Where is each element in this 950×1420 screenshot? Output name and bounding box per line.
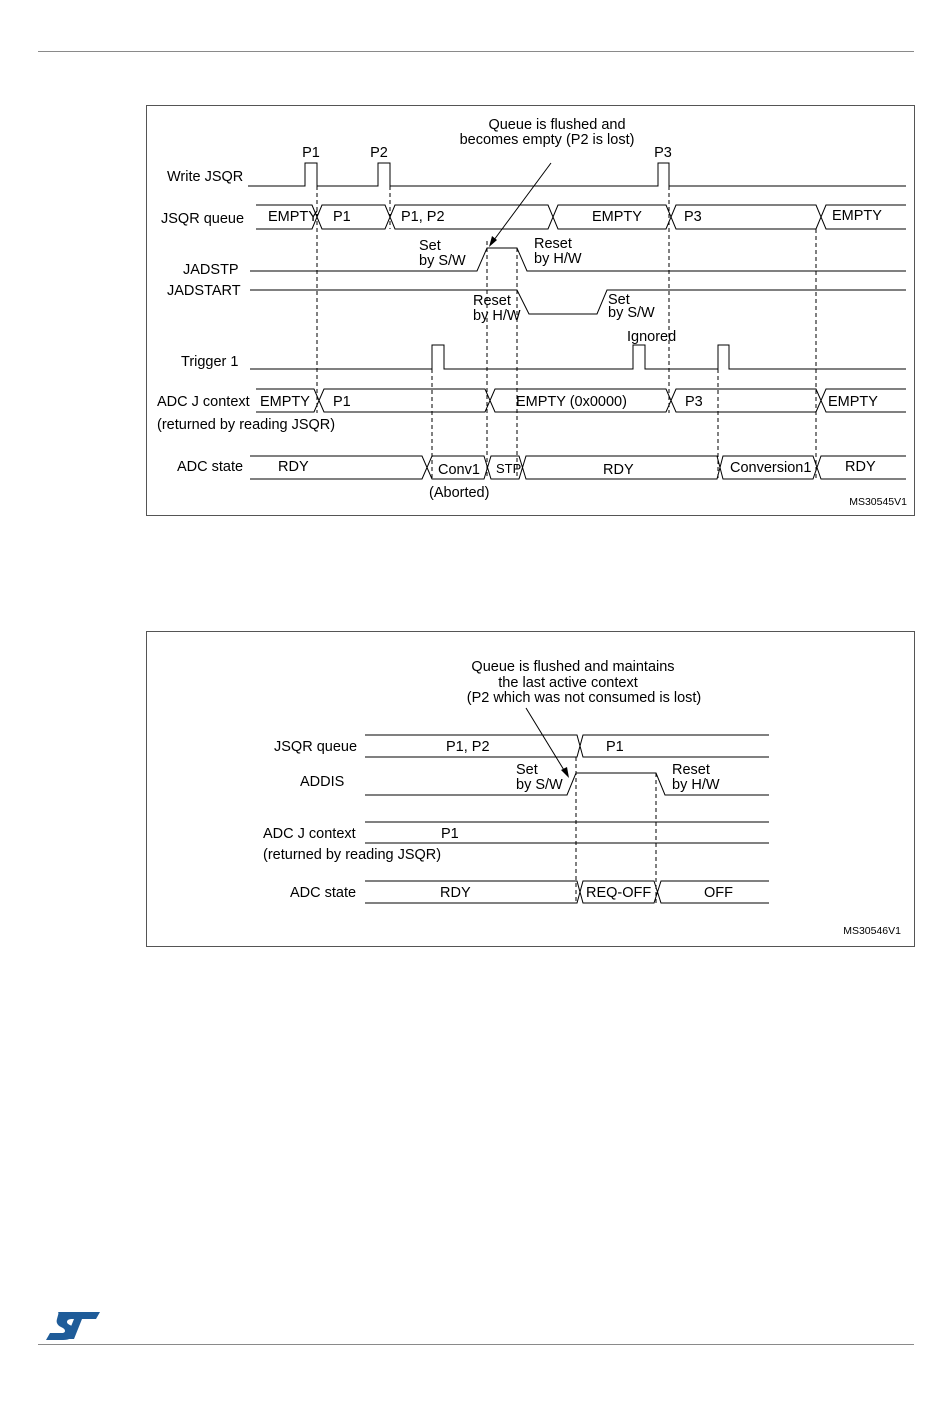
- jadstp-reset-note: Reset: [534, 236, 572, 252]
- adc-state-value: RDY: [440, 885, 471, 901]
- adc-state-value: Conv1: [438, 462, 480, 478]
- context-state: P3: [685, 394, 703, 410]
- callout-line-3: (P2 which was not consumed is lost): [466, 690, 702, 706]
- pulse-label-p2: P2: [370, 145, 388, 161]
- adc-state-value: STP: [496, 461, 522, 476]
- signal-label-trigger1: Trigger 1: [181, 354, 239, 370]
- callout-line-2: becomes empty (P2 is lost): [459, 132, 635, 148]
- trigger-ignored-note: Ignored: [627, 329, 677, 345]
- queue-state: P3: [684, 209, 702, 225]
- pulse-label-p1: P1: [302, 145, 320, 161]
- adc-state-value: OFF: [704, 885, 733, 901]
- callout-line-2: the last active context: [498, 675, 638, 691]
- aborted-note: (Aborted): [429, 485, 490, 501]
- pulse-label-p3: P3: [654, 145, 672, 161]
- context-state: EMPTY (0x0000): [516, 394, 627, 410]
- trigger1-waveform: [250, 345, 906, 369]
- jadstp-reset-note: by H/W: [534, 251, 582, 267]
- signal-label-addis: ADDIS: [300, 774, 345, 790]
- adc-state-value: RDY: [845, 459, 876, 475]
- timing-diagram-2: [146, 631, 915, 947]
- write-jsqr-waveform: [248, 163, 906, 186]
- callout-line-1: Queue is flushed and maintains: [471, 659, 675, 675]
- adc-j-context-bus: [365, 822, 769, 843]
- queue-state: EMPTY: [268, 209, 318, 225]
- signal-label-jadstart: JADSTART: [167, 283, 241, 299]
- queue-state: P1, P2: [401, 209, 445, 225]
- jadstart-reset-note: by H/W: [473, 308, 521, 324]
- figure-ref: MS30545V1: [849, 496, 907, 508]
- addis-reset-note: by H/W: [672, 777, 720, 793]
- jadstart-set-note: by S/W: [608, 305, 655, 321]
- addis-reset-note: Reset: [672, 762, 710, 778]
- signal-label-adc-j-context: ADC J context: [263, 826, 356, 842]
- addis-set-note: Set: [516, 762, 538, 778]
- callout-line-1: Queue is flushed and: [488, 117, 626, 133]
- jadstp-set-note: by S/W: [419, 253, 466, 269]
- footer-rule: [38, 1344, 914, 1345]
- context-state: P1: [333, 394, 351, 410]
- timing-diagram-1-svg: [147, 106, 914, 515]
- st-logo-icon: [44, 1310, 102, 1342]
- queue-state: P1, P2: [446, 739, 490, 755]
- signal-label-write-jsqr: Write JSQR: [167, 169, 244, 185]
- adc-state-value: RDY: [603, 462, 634, 478]
- addis-set-note: by S/W: [516, 777, 563, 793]
- jadstart-reset-note: Reset: [473, 293, 511, 309]
- timing-markers: [317, 186, 816, 479]
- context-state: EMPTY: [828, 394, 878, 410]
- jadstart-set-note: Set: [608, 292, 630, 308]
- signal-label-jsqr-queue: JSQR queue: [161, 211, 245, 227]
- queue-state: EMPTY: [592, 209, 642, 225]
- adc-state-value: Conversion1: [730, 460, 812, 476]
- signal-label-adc-state: ADC state: [177, 459, 244, 475]
- st-logo-shape: [46, 1312, 100, 1340]
- header-rule: [38, 51, 914, 52]
- signal-note-adc-j-context: (returned by reading JSQR): [263, 847, 442, 863]
- queue-state: EMPTY: [832, 208, 882, 224]
- queue-state: P1: [333, 209, 351, 225]
- context-state: EMPTY: [260, 394, 310, 410]
- signal-label-adc-state: ADC state: [290, 885, 357, 901]
- queue-state: P1: [606, 739, 624, 755]
- figure-ref: MS30546V1: [843, 925, 901, 937]
- signal-note-adc-j-context: (returned by reading JSQR): [157, 417, 336, 433]
- jsqr-queue-bus: [256, 205, 906, 229]
- timing-diagram-2-svg: [147, 632, 914, 946]
- signal-label-jsqr-queue: JSQR queue: [274, 739, 358, 755]
- signal-label-jadstp: JADSTP: [183, 262, 239, 278]
- jadstart-waveform: [250, 290, 906, 314]
- adc-state-value: REQ-OFF: [586, 885, 652, 901]
- jadstp-set-note: Set: [419, 238, 441, 254]
- jsqr-queue-bus: [365, 735, 769, 757]
- adc-state-value: RDY: [278, 459, 309, 475]
- timing-diagram-1: [146, 105, 915, 516]
- context-state: P1: [441, 826, 459, 842]
- signal-label-adc-j-context: ADC J context: [157, 394, 250, 410]
